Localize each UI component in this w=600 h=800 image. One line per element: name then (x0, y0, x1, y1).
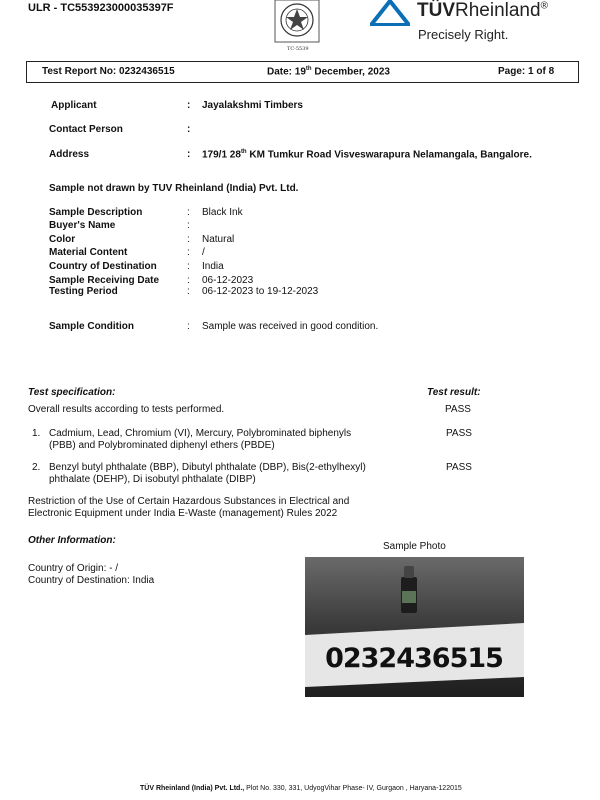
footer-address-text: Plot No. 330, 331, UdyogVihar Phase- IV, Gurgaon , Haryana-122015 (244, 785, 462, 792)
report-number: Test Report No: 0232436515 (42, 66, 175, 77)
item-line: (PBB) and Polybrominated diphenyl ethers (PBDE) (49, 440, 275, 451)
test-spec-title: Test specification: (28, 387, 116, 398)
footer-company: TÜV Rheinland (India) Pvt. Ltd., (140, 785, 245, 792)
report-date (267, 66, 390, 77)
applicant-label: Applicant (51, 100, 97, 111)
test-item-2 (49, 462, 366, 486)
country-of-destination: Country of Destination: India (28, 575, 155, 586)
footer-address (140, 785, 462, 792)
seal-code: TC-5539 (287, 46, 309, 52)
sample-note: Sample not drawn by TUV Rheinland (India) Pvt. Ltd. (49, 183, 299, 194)
tuv-brand-name (417, 0, 548, 22)
destination-label: Country of Destination (49, 261, 157, 272)
test-result-title: Test result: (427, 387, 481, 398)
ulr-number: ULR - TC553923000035397F (28, 2, 174, 14)
brand-bold: TÜV (417, 0, 455, 21)
brand-tagline: Precisely Right. (418, 27, 509, 42)
other-info-text (28, 563, 154, 587)
testing-period-label: Testing Period (49, 286, 118, 297)
item-line: Benzyl butyl phthalate (BBP), Dibutyl phthalate (DBP), Bis(2-ethylhexyl) (49, 462, 366, 473)
other-info-title: Other Information: (28, 535, 116, 546)
brand-registered: ® (540, 0, 548, 12)
colon: : (187, 261, 190, 272)
buyer-name-label: Buyer's Name (49, 220, 116, 231)
testing-period-value: 06-12-2023 to 19-12-2023 (202, 286, 319, 297)
destination-value: India (202, 261, 224, 272)
sample-condition-label: Sample Condition (49, 321, 134, 332)
address-prefix: 179/1 28 (202, 149, 241, 161)
test-item-1 (49, 428, 351, 452)
colon: : (187, 124, 191, 135)
restriction-text (28, 496, 349, 520)
tuv-triangle-logo-icon (370, 0, 410, 26)
contact-label: Contact Person (49, 124, 123, 135)
address-suffix: KM Tumkur Road Visveswarapura Nelamangala, Bangalore. (246, 149, 532, 161)
sample-condition-value: Sample was received in good condition. (202, 321, 379, 332)
address-sup: th (240, 149, 247, 155)
country-of-origin: Country of Origin: - / (28, 563, 119, 574)
colon: : (187, 149, 191, 160)
date-prefix: Date: 19 (267, 66, 306, 78)
colon: : (187, 207, 190, 218)
item-line: Cadmium, Lead, Chromium (VI), Mercury, Polybrominated biphenyls (49, 428, 352, 439)
item-line: phthalate (DEHP), Di isobutyl phthalate (DIBP) (49, 474, 256, 485)
restriction-line: Restriction of the Use of Certain Hazardous Substances in Electrical and (28, 496, 350, 507)
report-info-bar (26, 61, 579, 83)
colon: : (187, 220, 190, 231)
restriction-line: Electronic Equipment under India E-Waste (management) Rules 2022 (28, 508, 338, 519)
sample-label-text: 0232436515 (325, 643, 503, 674)
receiving-date-value: 06-12-2023 (202, 275, 254, 286)
date-sup: th (305, 66, 312, 72)
address-value (202, 149, 532, 160)
colon: : (187, 321, 190, 332)
applicant-value: Jayalakshmi Timbers (202, 100, 303, 111)
sample-photo (305, 557, 524, 697)
brand-rest: Rheinland (455, 0, 541, 21)
overall-result-value: PASS (445, 404, 471, 415)
item-number: 2. (32, 462, 41, 473)
colon: : (187, 275, 190, 286)
colon: : (187, 100, 191, 111)
sample-photo-caption: Sample Photo (383, 541, 446, 552)
overall-results-text: Overall results according to tests performed. (28, 404, 225, 415)
date-suffix: December, 2023 (311, 66, 390, 78)
material-content-label: Material Content (49, 247, 128, 258)
receiving-date-label: Sample Receiving Date (49, 275, 160, 286)
item-result: PASS (446, 428, 472, 439)
color-label: Color (49, 234, 76, 245)
material-content-value: / (202, 247, 205, 258)
accreditation-seal-icon (265, 0, 329, 46)
color-value: Natural (202, 234, 235, 245)
colon: : (187, 234, 190, 245)
colon: : (187, 247, 190, 258)
address-label: Address (49, 149, 90, 160)
sample-description-value: Black Ink (202, 207, 243, 218)
sample-description-label: Sample Description (49, 207, 143, 218)
item-number: 1. (32, 428, 41, 439)
item-result: PASS (446, 462, 472, 473)
page-number: Page: 1 of 8 (498, 66, 555, 77)
colon: : (187, 286, 190, 297)
